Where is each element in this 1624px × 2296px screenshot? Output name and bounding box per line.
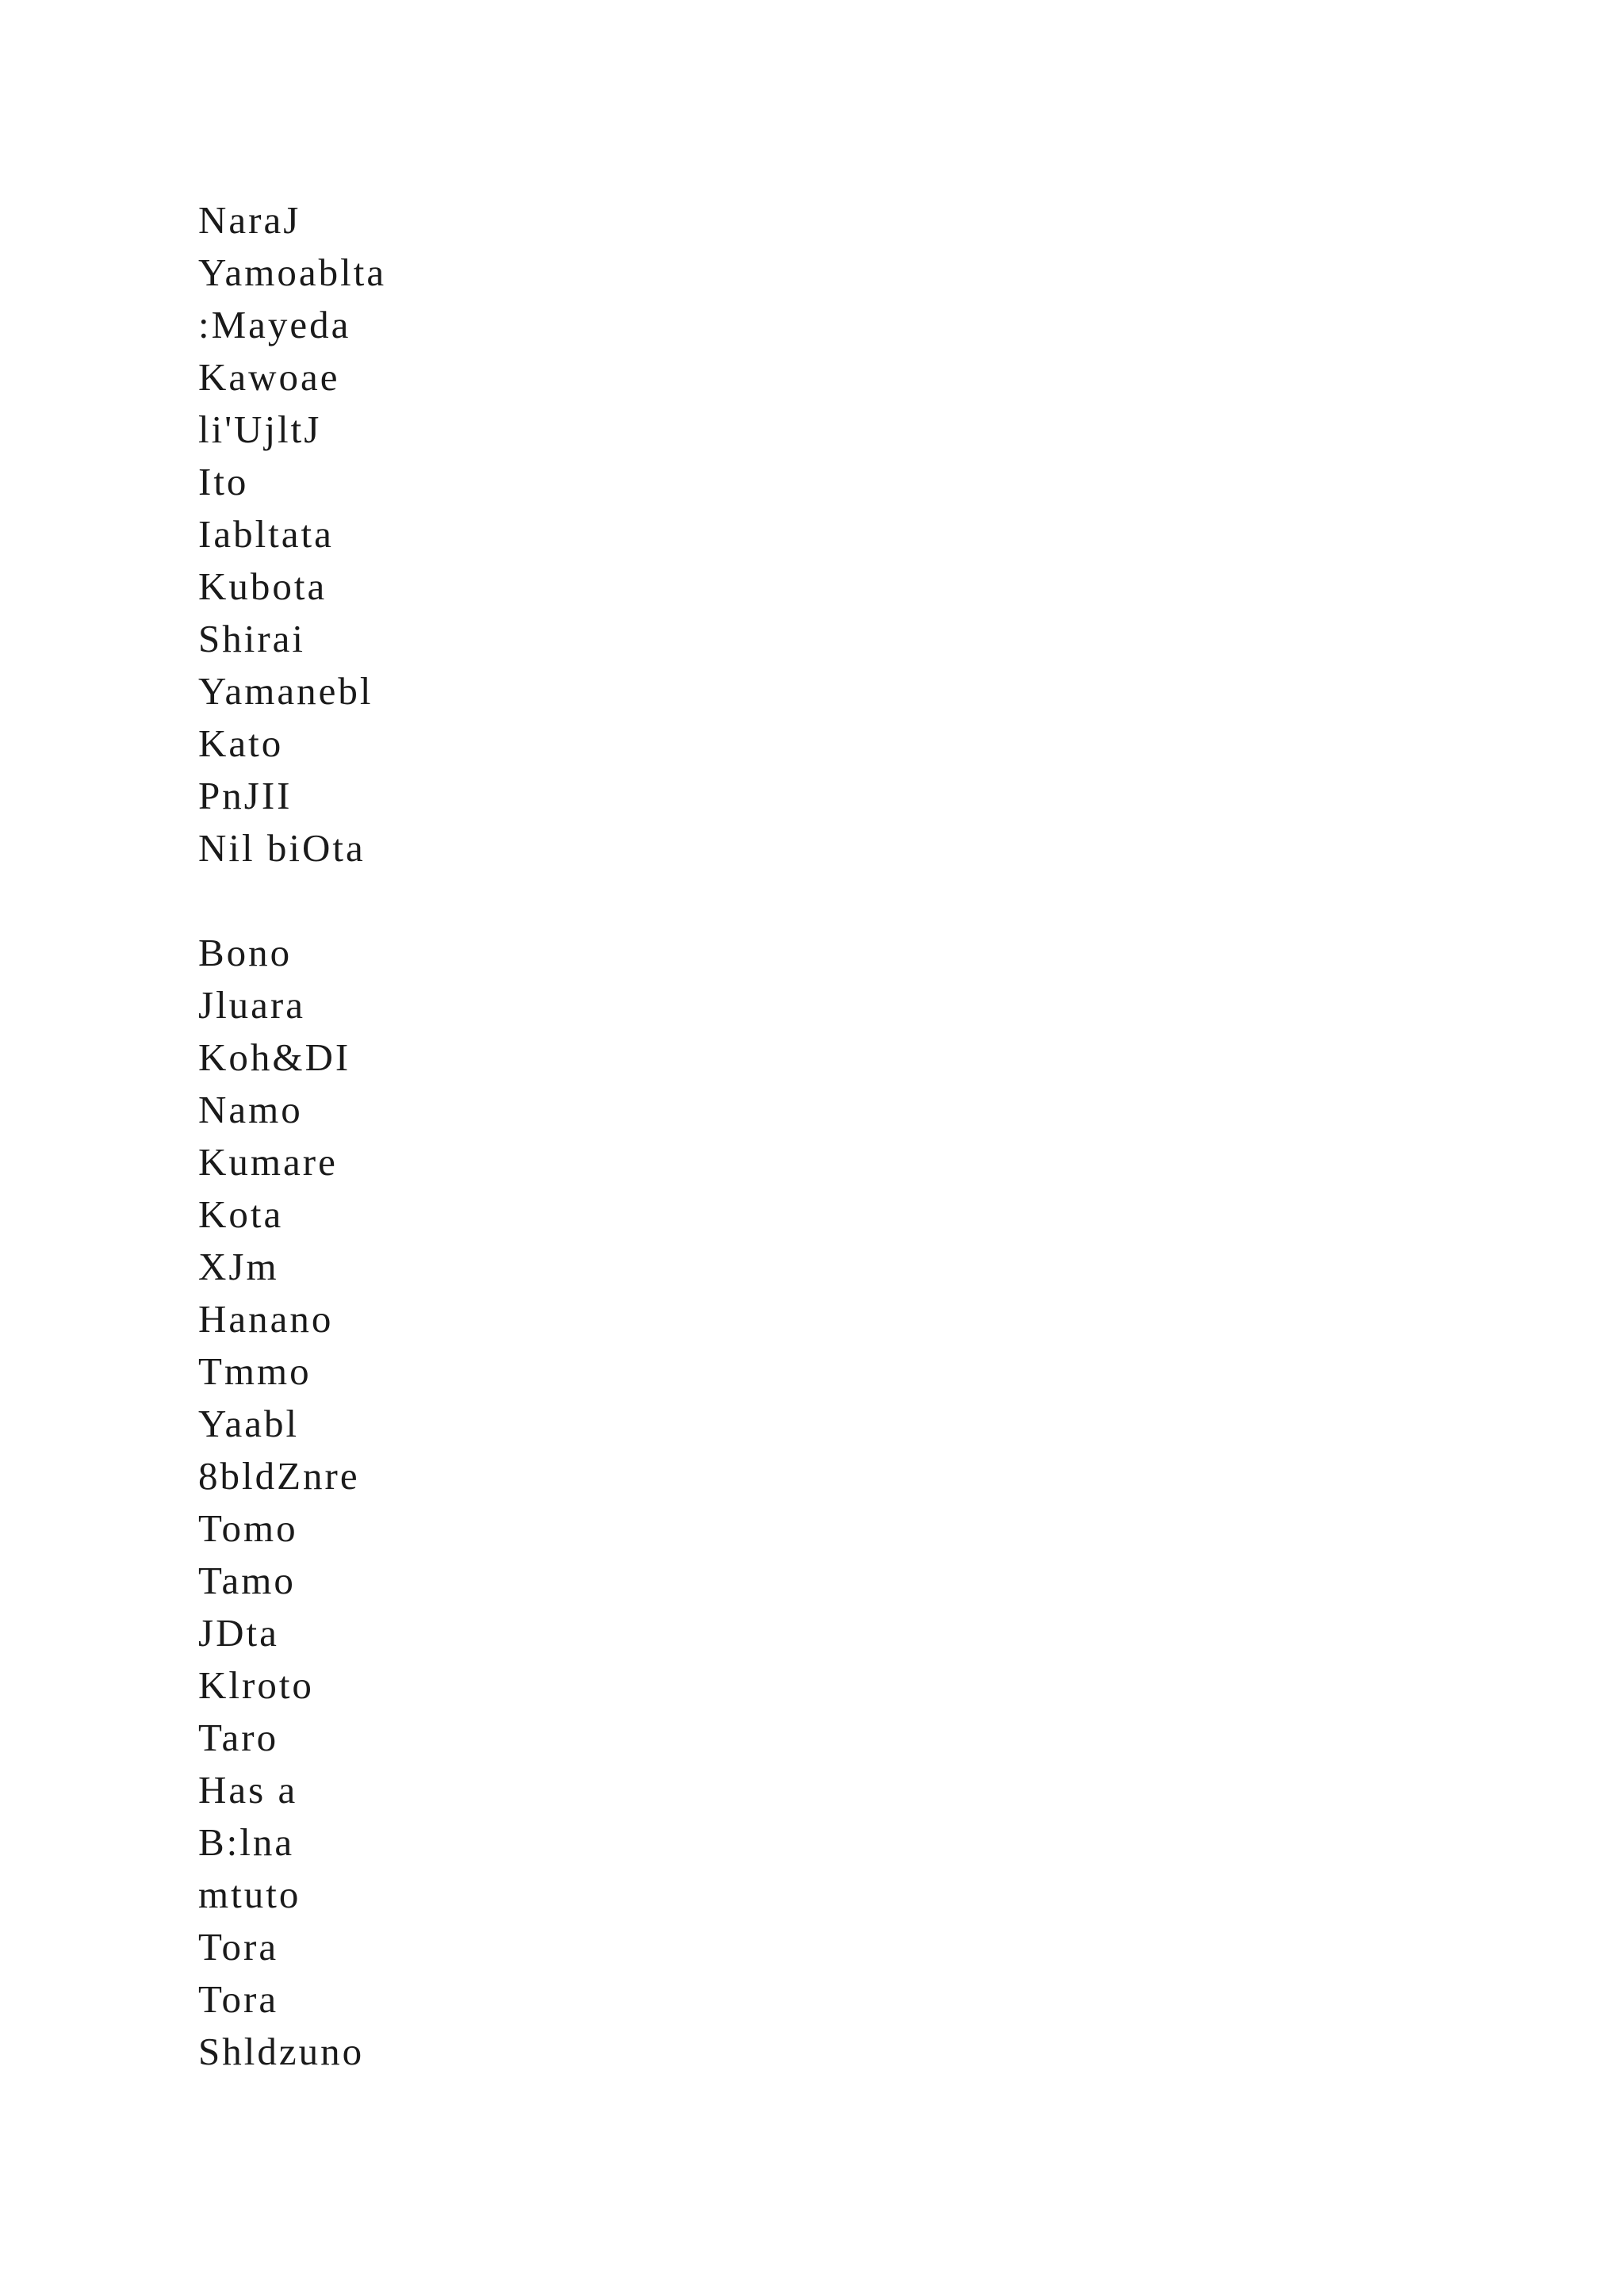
name-line: Yaabl [198,1402,300,1445]
name-line: Namo [198,1088,303,1131]
name-line: Ito [198,460,249,503]
name-line: :Mayeda [198,303,351,346]
name-line: PnJII [198,774,293,817]
name-line: Hanano [198,1297,334,1341]
name-line: Bono [198,931,293,974]
name-line: Kawoae [198,355,340,399]
name-line: Jluara [198,983,305,1027]
name-group-1 [198,194,912,874]
name-line: mtuto [198,1873,301,1916]
name-line: Klroto [198,1663,314,1707]
name-line: Has a [198,1768,298,1812]
name-line: Iabltata [198,512,334,556]
name-line: Kato [198,721,284,765]
name-line: Tora [198,1977,279,2021]
name-line: Tomo [198,1506,298,1550]
names-column [198,194,912,2078]
name-line: Yamoablta [198,251,387,294]
name-line: JDta [198,1611,279,1655]
name-line: Koh&DI [198,1035,351,1079]
name-line: 8bldZnre [198,1454,360,1498]
name-line: Tamo [198,1559,296,1602]
name-line: Tmmo [198,1349,312,1393]
name-line: Yamanebl [198,669,373,713]
name-line: XJm [198,1245,279,1288]
name-line: Kumare [198,1140,338,1184]
name-line: li'UjltJ [198,408,322,451]
name-line: Tora [198,1925,279,1969]
name-group-2 [198,927,912,2078]
name-line: Kota [198,1192,284,1236]
name-line: Shirai [198,617,306,660]
name-line: B:lna [198,1820,295,1864]
name-line: Taro [198,1716,279,1759]
name-line: Shldzuno [198,2030,365,2073]
name-line: NaraJ [198,198,301,242]
name-line: Nil biOta [198,826,366,870]
name-line: Kubota [198,564,327,608]
